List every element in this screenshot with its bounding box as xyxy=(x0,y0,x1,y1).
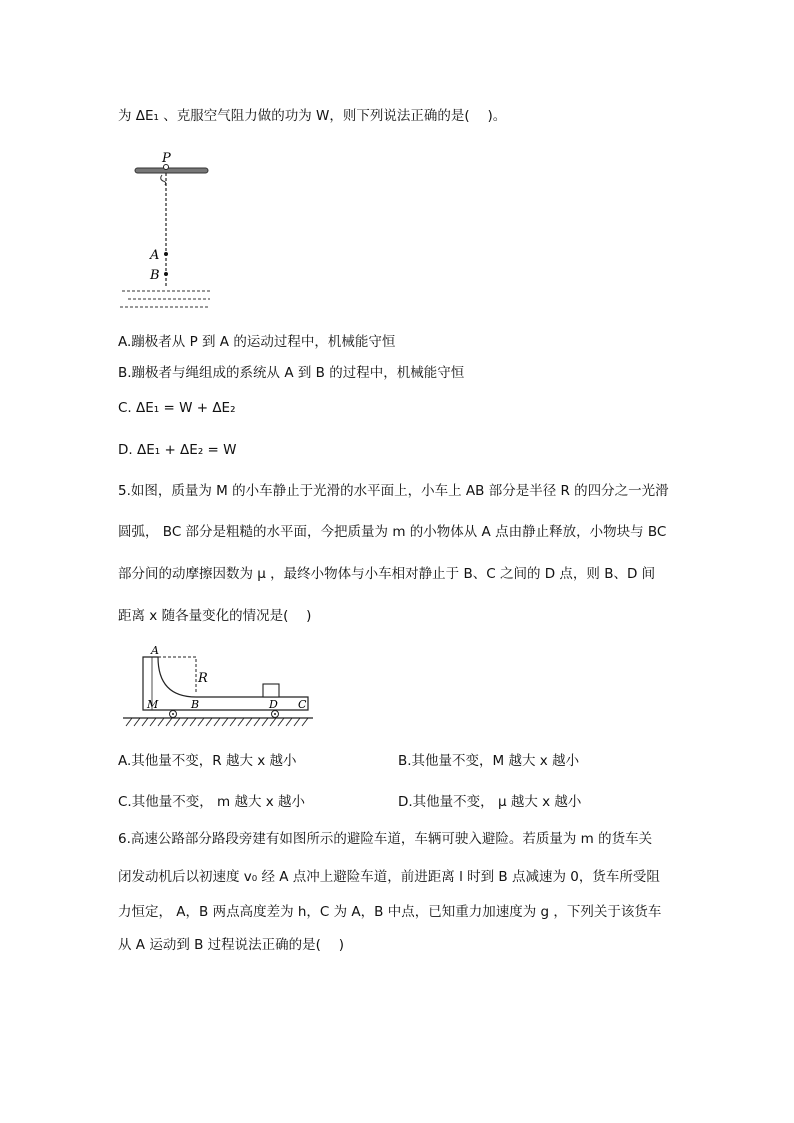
q5-line-2: 圆弧， BC 部分是粗糙的水平面，今把质量为 m 的小物体从 A 点由静止释放，小物块与 BC xyxy=(118,524,667,540)
label-r: R xyxy=(198,671,208,686)
small-block xyxy=(263,684,279,697)
label-b: B xyxy=(150,268,160,283)
cart-body xyxy=(143,657,308,710)
q6-line-2: 闭发动机后以初速度 v₀ 经 A 点冲上避险车道，前进距离 l 时到 B 点减速为 0，货车所受阻 xyxy=(118,869,660,885)
cart-figure xyxy=(118,642,318,732)
label-p: P xyxy=(162,151,171,166)
label-d: D xyxy=(269,698,278,711)
point-a xyxy=(164,252,168,256)
ground-hatching xyxy=(126,718,308,726)
q4-option-a: A.蹦极者从 P 到 A 的运动过程中，机械能守恒 xyxy=(118,334,396,350)
q5-option-a: A.其他量不变，R 越大 x 越小 xyxy=(118,753,297,769)
q5-line-4: 距离 x 随各量变化的情况是( ) xyxy=(118,608,312,624)
q5-option-c: C.其他量不变， m 越大 x 越小 xyxy=(118,794,306,810)
q4-option-b: B.蹦极者与绳组成的系统从 A 到 B 的过程中，机械能守恒 xyxy=(118,365,465,381)
q5-line-3: 部分间的动摩擦因数为 μ ，最终小物体与小车相对静止于 B、C 之间的 D 点，则 B、D 间 xyxy=(118,566,656,582)
q5-option-b: B.其他量不变，M 越大 x 越小 xyxy=(398,753,580,769)
q5-option-d: D.其他量不变， μ 越大 x 越小 xyxy=(398,794,582,810)
q6-line-3: 力恒定， A，B 两点高度差为 h，C 为 A，B 中点，已知重力加速度为 g ，下列关于该货车 xyxy=(118,904,662,920)
label-b: B xyxy=(191,698,200,711)
q5-line-1: 5.如图，质量为 M 的小车静止于光滑的水平面上，小车上 AB 部分是半径 R 的四分之一光滑 xyxy=(118,483,669,499)
point-b xyxy=(164,272,168,276)
q6-line-1: 6.高速公路部分路段旁建有如图所示的避险车道，车辆可驶入避险。若质量为 m 的货车关 xyxy=(118,831,653,847)
bungee-figure xyxy=(118,148,218,313)
label-c: C xyxy=(298,698,307,711)
q4-intro: 为 ΔE₁ 、克服空气阻力做的功为 W，则下列说法正确的是( )。 xyxy=(118,108,507,124)
wheel-right-hub xyxy=(274,713,276,715)
support-beam xyxy=(135,168,208,173)
wheel-left-hub xyxy=(172,713,174,715)
q4-option-c: C. ΔE₁ = W + ΔE₂ xyxy=(118,400,236,416)
label-m: M xyxy=(147,698,159,711)
label-a: A xyxy=(151,644,159,657)
q4-option-d: D. ΔE₁ + ΔE₂ = W xyxy=(118,442,237,458)
q6-line-4: 从 A 运动到 B 过程说法正确的是( ) xyxy=(118,937,344,953)
hook-icon xyxy=(161,175,166,185)
label-a: A xyxy=(150,248,160,263)
